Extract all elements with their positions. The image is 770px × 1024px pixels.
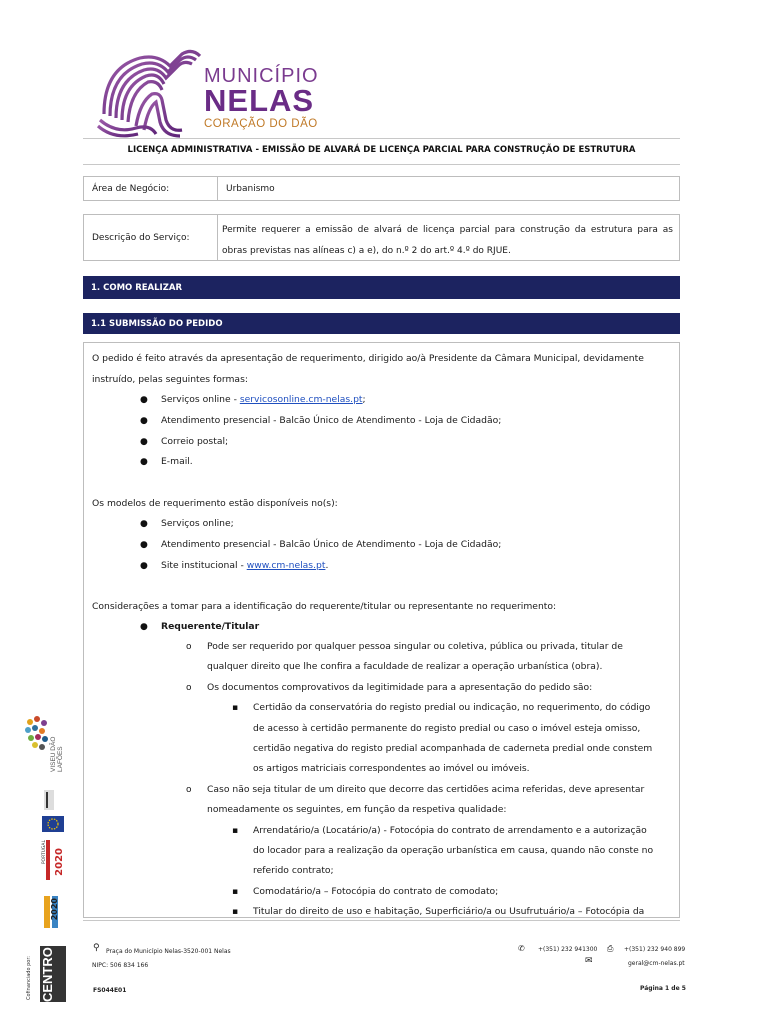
section-como-realizar: 1. COMO REALIZAR xyxy=(83,276,680,299)
descricao-servico-row xyxy=(83,214,680,261)
area-negocio-value: Urbanismo xyxy=(226,184,275,194)
list-item: Atendimento presencial - Balcão Único de Atendimento - Loja de Cidadão; xyxy=(161,539,502,550)
comodatario-text: Comodatário/a – Fotocópia do contrato de comodato; xyxy=(253,886,499,897)
certidao-line-1: Certidão da conservatória do registo predial ou indicação, no requerimento, do código xyxy=(253,702,651,713)
requerente-text-2: qualquer direito que lhe confira a faculdade de realizar a operação urbanística (obra). xyxy=(207,661,603,672)
circle-bullet-icon: o xyxy=(186,683,192,693)
area-negocio-label: Área de Negócio: xyxy=(84,177,218,200)
descricao-label: Descrição do Serviço: xyxy=(84,215,218,260)
arrendatario-line-1: Arrendatário/a (Locatário/a) - Fotocópia do contrato de arrendamento e a autorização xyxy=(253,825,647,836)
arrendatario-line-2: do locador para a realização da operação urbanística em causa, quando não conste no xyxy=(253,845,654,856)
footer-address: Praça do Município Nelas-3520-001 Nelas xyxy=(106,948,231,955)
site-institucional-link[interactable]: www.cm-nelas.pt xyxy=(246,560,326,571)
square-bullet-icon: ▪ xyxy=(232,703,239,713)
circle-bullet-icon: o xyxy=(186,785,192,795)
form-code: FS044E01 xyxy=(93,987,127,994)
p2020-text: 2020 xyxy=(54,848,65,876)
bullet-icon: ● xyxy=(140,395,148,405)
centro-year-text: 2020 xyxy=(50,898,59,921)
footer-nipc: NIPC: 506 834 166 xyxy=(92,962,149,969)
bullet-icon: ● xyxy=(140,416,148,426)
bullet-icon: ● xyxy=(140,457,148,467)
list-item: Serviços online; xyxy=(161,518,234,529)
phone-icon: ✆ xyxy=(518,944,525,953)
square-bullet-icon: ▪ xyxy=(232,887,239,897)
certidao-line-3: certidão negativa do registo predial acompanhada de caderneta predial onde constem xyxy=(253,743,653,754)
bullet-icon: ● xyxy=(140,437,148,447)
municipio-logo xyxy=(96,44,319,142)
logo-tagline: CORAÇÃO DO DÃO xyxy=(204,118,318,130)
viseu-dao-lafoes-logo-icon xyxy=(25,716,48,750)
page-number: Página 1 de 5 xyxy=(640,985,686,992)
requerente-heading: Requerente/Titular xyxy=(161,621,260,632)
bullet-icon: ● xyxy=(140,519,148,529)
square-bullet-icon: ▪ xyxy=(232,826,239,836)
funding-logos xyxy=(20,712,72,1012)
logo-nelas-text: NELAS xyxy=(204,83,315,118)
location-icon: ⚲ xyxy=(93,943,100,953)
cofinanciado-label: Cofinanciado por: xyxy=(26,956,32,1001)
eu-flag-icon xyxy=(42,816,64,832)
list-item: E-mail. xyxy=(161,456,193,467)
intro-line-1: O pedido é feito através da apresentação de requerimento, dirigido ao/à Presidente da Câmara Municipal, devidamente xyxy=(92,353,644,364)
area-negocio-row xyxy=(83,176,680,201)
portugal-text: PORTUGAL xyxy=(42,840,47,865)
footer-divider xyxy=(83,920,680,921)
section-submissao-pedido: 1.1 SUBMISSÃO DO PEDIDO xyxy=(83,313,680,334)
viseu-dao-lafoes-text: VISEU DÃO LAFÕES xyxy=(50,736,64,772)
square-bullet-icon: ▪ xyxy=(232,907,239,917)
document-title: LICENÇA ADMINISTRATIVA - EMISSÃO DE ALVARÁ DE LICENÇA PARCIAL PARA CONSTRUÇÃO DE ESTRUTURA xyxy=(127,145,636,155)
requerente-text-1: Pode ser requerido por qualquer pessoa singular ou coletiva, pública ou privada, titular de xyxy=(207,641,623,652)
caso-nao-line-1: Caso não seja titular de um direito que decorre das certidões acima referidas, deve apresentar xyxy=(207,784,645,795)
list-item: Serviços online - servicosonline.cm-nelas.pt; xyxy=(161,394,366,405)
header-divider-top xyxy=(83,138,680,139)
circle-bullet-icon: o xyxy=(186,642,192,652)
certidao-line-4: os artigos matriciais correspondentes ao imóvel ou imóveis. xyxy=(253,763,530,774)
documentos-heading: Os documentos comprovativos da legitimidade para a apresentação do pedido são: xyxy=(207,682,593,693)
list-item: Correio postal; xyxy=(161,436,229,447)
descricao-line-1: Permite requerer a emissão de alvará de licença parcial para construção da estrutura para as xyxy=(222,225,673,235)
bullet-icon: ● xyxy=(140,540,148,550)
bullet-icon: ● xyxy=(140,622,148,632)
list-item: Site institucional - www.cm-nelas.pt. xyxy=(161,560,329,571)
descricao-line-2: obras previstas nas alíneas c) a e), do n.º 2 do art.º 4.º do RJUE. xyxy=(222,246,511,256)
logo-emblem-icon xyxy=(96,44,206,142)
footer-fax: +(351) 232 940 899 xyxy=(624,946,686,953)
fax-icon: ⎙ xyxy=(607,944,614,953)
logo-municipio-text: MUNICÍPIO xyxy=(204,65,319,87)
servicos-online-link[interactable]: servicosonline.cm-nelas.pt xyxy=(239,394,363,405)
footer-email: geral@cm-nelas.pt xyxy=(628,960,685,967)
submissao-content xyxy=(83,342,680,918)
certidao-line-2: de acesso à certidão permanente do registo predial ou caso o imóvel esteja omisso, xyxy=(253,723,641,734)
email-icon: ✉ xyxy=(585,956,593,966)
models-intro: Os modelos de requerimento estão disponíveis no(s): xyxy=(92,498,338,509)
arrendatario-line-3: referido contrato; xyxy=(253,865,334,876)
caso-nao-line-2: nomeadamente os seguintes, em função da respetiva qualidade: xyxy=(207,804,507,815)
header-divider-bottom xyxy=(83,164,680,165)
centro-text: CENTRO xyxy=(40,947,55,1002)
list-item: Atendimento presencial - Balcão Único de Atendimento - Loja de Cidadão; xyxy=(161,415,502,426)
footer-phone: +(351) 232 941300 xyxy=(538,946,598,953)
bullet-icon: ● xyxy=(140,561,148,571)
titular-direito-text: Titular do direito de uso e habitação, Superficiário/a ou Usufrutuário/a – Fotocópia da xyxy=(253,906,645,917)
intro-line-2: instruído, pelas seguintes formas: xyxy=(92,374,248,385)
considerations-text: Considerações a tomar para a identificação do requerente/titular ou representante no requerimento: xyxy=(92,601,557,612)
